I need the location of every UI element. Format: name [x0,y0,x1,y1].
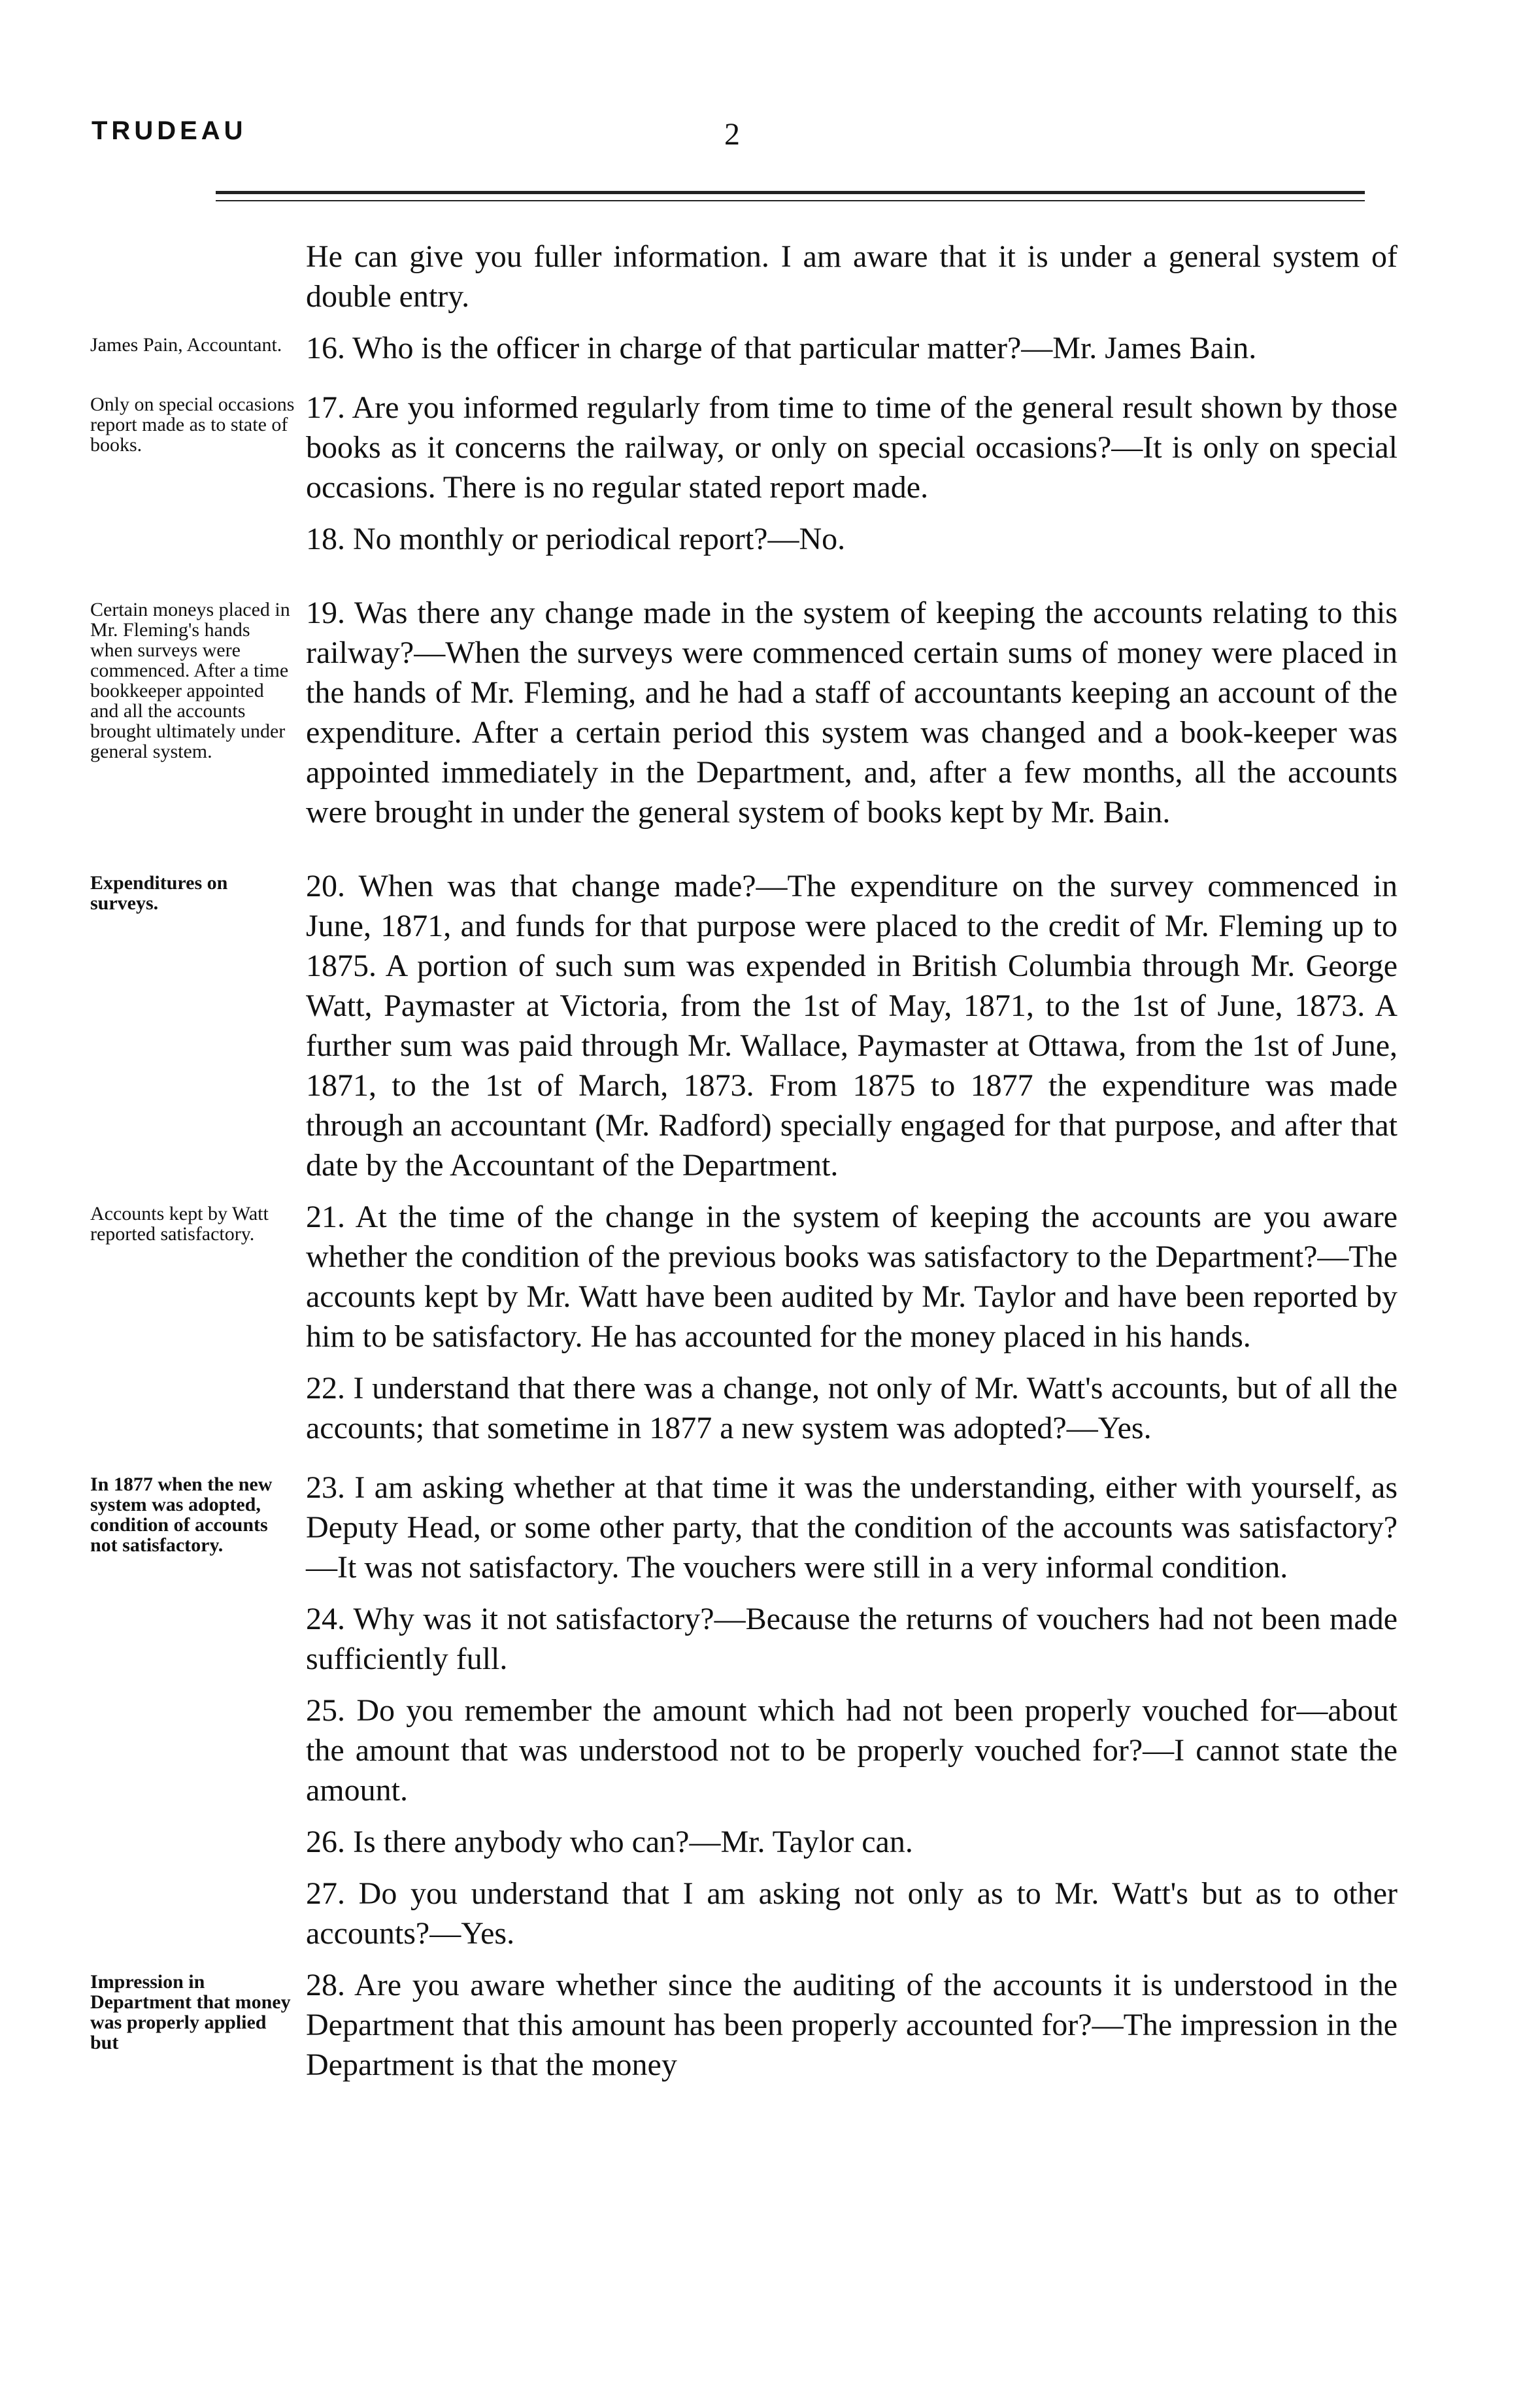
entry [90,1822,1398,1862]
margin-note [90,1599,306,1606]
paragraph: 17. Are you informed regularly from time to time of the general result shown by those books as it concerns the railway, or only on special occasions?—It is only on special occasions. There is no regular stated report made. [306,390,1398,505]
page-body [90,237,1398,2085]
entry [90,1368,1398,1448]
margin-note: Only on special occasions report made as to state of books. [90,394,295,456]
paragraph: 18. No monthly or periodical report?—No. [306,522,846,556]
entry [90,866,1398,1185]
entry [90,593,1398,832]
margin-note [90,237,306,243]
page-number: 2 [724,117,740,152]
margin-note: In 1877 when the new system was adopted, condition of accounts not satisfactory. [90,1474,273,1556]
entry [90,1691,1398,1810]
paragraph: 23. I am asking whether at that time it was the understanding, either with yourself, as Deputy Head, or some other party, that the condition of the accounts was satisfactory?—It was not satisfactory. The vouchers were still in a very informal condition. [306,1470,1398,1585]
margin-note: Certain moneys placed in Mr. Fleming's hands when surveys were commenced. After a time bookkeeper appointed and all the accounts brought ultimately under general system. [90,599,290,762]
paragraph: 27. Do you understand that I am asking not only as to Mr. Watt's but as to other accounts?—Yes. [306,1876,1398,1951]
paragraph: 22. I understand that there was a change, not only of Mr. Watt's accounts, but of all the accounts; that sometime in 1877 a new system was adopted?—Yes. [306,1371,1398,1445]
margin-note: James Pain, Accountant. [90,334,282,356]
entry [90,1468,1398,1587]
entry [90,1965,1398,2085]
margin-note [90,1368,306,1375]
running-head: TRUDEAU [92,116,247,145]
page-header [92,116,1399,162]
entry [90,1874,1398,1953]
margin-note: Expenditures on surveys. [90,872,228,914]
paragraph: 21. At the time of the change in the system of keeping the accounts are you aware whether the condition of the previous books was satisfactory to the Department?—The accounts kept by Mr. Watt have been audited by Mr. Taylor and have been reported by him to be satisfactory. He has accounted for the money placed in his hands. [306,1200,1398,1354]
paragraph: 20. When was that change made?—The expenditure on the survey commenced in June, 1871, and funds for that purpose were placed to the credit of Mr. Fleming up to 1875. A portion of such sum was expended in British Columbia through Mr. George Watt, Paymaster at Victoria, from the 1st of May, 1871, to the 1st of June, 1873. A further sum was paid through Mr. Wallace, Paymaster at Ottawa, from the 1st of June, 1871, to the 1st of March, 1873. From 1875 to 1877 the expenditure was made through an accountant (Mr. Radford) specially engaged for that purpose, and after that date by the Accountant of the Department. [306,869,1398,1183]
paragraph: 26. Is there anybody who can?—Mr. Taylor can. [306,1825,913,1859]
margin-note [90,1691,306,1697]
paragraph: 25. Do you remember the amount which had not been properly vouched for—about the amount that was understood not to be properly vouched for?—I cannot state the amount. [306,1693,1398,1808]
entry [90,388,1398,507]
header-rule-thin [216,200,1365,201]
paragraph: He can give you fuller information. I am aware that it is under a general system of double entry. [306,239,1398,314]
margin-note: Impression in Department that money was properly applied but [90,1971,291,2053]
margin-note [90,1874,306,1880]
entry [90,519,1398,559]
entry [90,1197,1398,1357]
header-rule [216,191,1365,194]
margin-note: Accounts kept by Watt reported satisfactory. [90,1203,269,1245]
entry [90,1599,1398,1679]
paragraph: 19. Was there any change made in the system of keeping the accounts relating to this railway?—When the surveys were commenced certain sums of money were placed in the hands of Mr. Fleming, and he had a staff of accountants keeping an account of the expenditure. After a certain period this system was changed and a book-keeper was appointed immediately in the Department, and, after a few months, all the accounts were brought in under the general system of books kept by Mr. Bain. [306,596,1398,830]
paragraph: 16. Who is the officer in charge of that particular matter?—Mr. James Bain. [306,331,1257,365]
paragraph: 24. Why was it not satisfactory?—Because the returns of vouchers had not been made sufficiently full. [306,1602,1398,1676]
entry [90,328,1398,368]
paragraph: 28. Are you aware whether since the auditing of the accounts it is understood in the Department that this amount has been properly accounted for?—The impression in the Department is that the money [306,1968,1398,2082]
entry [90,237,1398,316]
margin-note [90,519,306,526]
margin-note [90,1822,306,1829]
